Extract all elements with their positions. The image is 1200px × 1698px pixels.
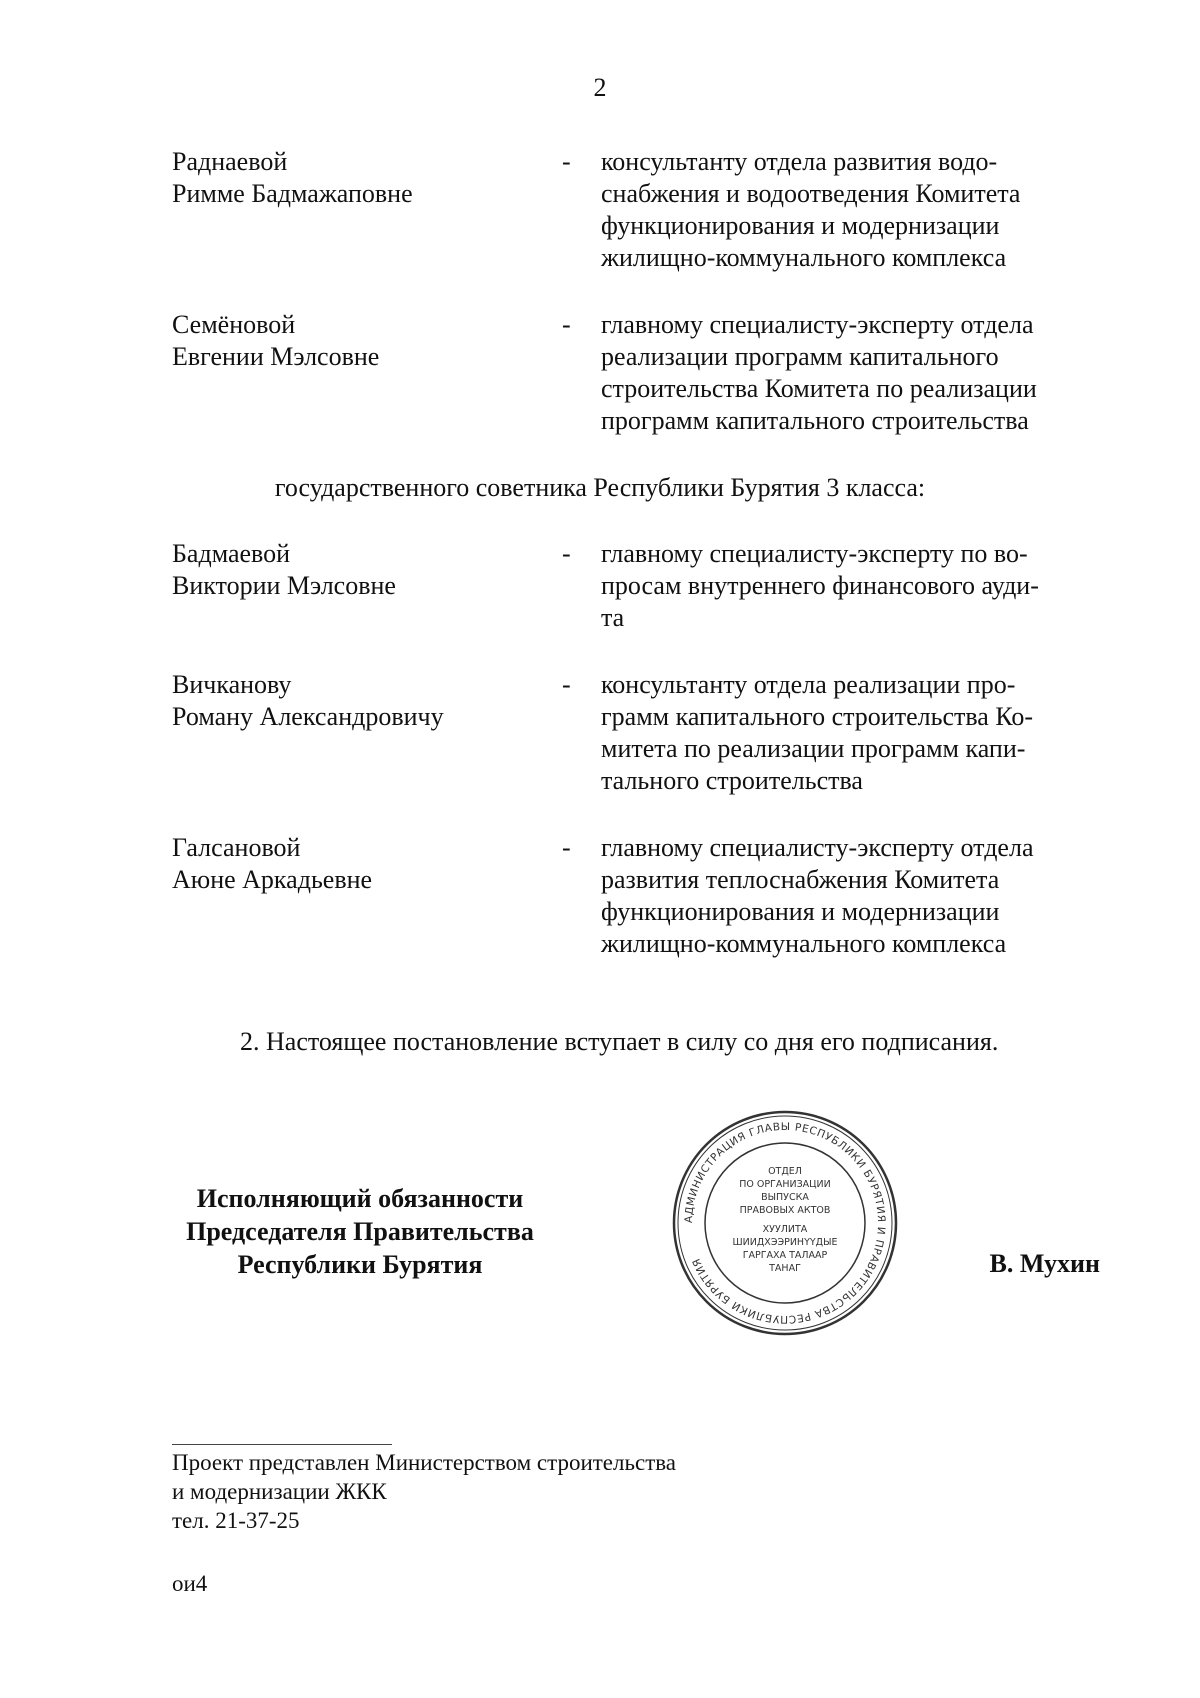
svg-text:ХУУЛИТА: ХУУЛИТА — [762, 1224, 808, 1235]
svg-text:ОТДЕЛ: ОТДЕЛ — [768, 1166, 802, 1177]
position-description: консультанту отдела реализации про- грамм капитального строительства Ко- митета по реализации программ капи- тального строительства — [601, 670, 1034, 795]
svg-text:ВЫПУСКА: ВЫПУСКА — [761, 1192, 809, 1203]
position-description: главному специалисту-эксперту отдела реализации программ капитального строительства Комитета по реализации программ капитального строительства — [601, 310, 1037, 435]
position-description: главному специалисту-эксперту отдела развития теплоснабжения Комитета функционирования и модернизации жилищно-коммунального комплекса — [601, 833, 1034, 958]
dash: - — [562, 147, 571, 176]
position-description: главному специалисту-эксперту по во- просам внутреннего финансового ауди- та — [601, 539, 1039, 632]
seal-outer-ring-thin — [678, 1116, 892, 1330]
seal-outer-ring — [674, 1112, 896, 1334]
position-description: консультанту отдела развития водо- снабжения и водоотведения Комитета функционирования и модернизации жилищно-коммунального комплекса — [601, 147, 1021, 272]
svg-text:ПО ОРГАНИЗАЦИИ: ПО ОРГАНИЗАЦИИ — [739, 1179, 831, 1190]
official-seal — [670, 1108, 900, 1338]
seal-outer-text: АДМИНИСТРАЦИЯ ГЛАВЫ РЕСПУБЛИКИ БУРЯТИЯ И ПРАВИТЕЛЬСТВА РЕСПУБЛИКИ БУРЯТИЯ — [682, 1120, 888, 1326]
person-name: Галсановой Аюне Аркадьевне — [172, 833, 373, 894]
svg-text:ГАРГАХА ТАЛААР: ГАРГАХА ТАЛААР — [742, 1250, 828, 1261]
clause-2: 2. Настоящее постановление вступает в силу со дня его подписания. — [240, 1027, 999, 1056]
dash: - — [562, 310, 571, 339]
person-name: Раднаевой Римме Бадмажаповне — [172, 147, 413, 208]
svg-text:ШИИДХЭЭРИНҮҮДЫЕ: ШИИДХЭЭРИНҮҮДЫЕ — [732, 1237, 838, 1248]
dash: - — [562, 539, 571, 568]
dash: - — [562, 833, 571, 862]
svg-text:ПРАВОВЫХ АКТОВ: ПРАВОВЫХ АКТОВ — [739, 1205, 831, 1216]
person-name: Бадмаевой Виктории Мэлсовне — [172, 539, 396, 600]
seal-inner-text — [733, 1166, 838, 1274]
footnote: Проект представлен Министерством строительства и модернизации ЖКК тел. 21-37-25 — [172, 1450, 677, 1533]
signer-name: В. Мухин — [989, 1249, 1100, 1278]
person-name: Вичканову Роману Александровичу — [172, 670, 444, 731]
signatory-title: Исполняющий обязанности Председателя Правительства Республики Бурятия — [186, 1184, 534, 1279]
footnote-divider — [172, 1444, 392, 1445]
class-heading: государственного советника Республики Бурятия 3 класса: — [274, 473, 926, 502]
person-name: Семёновой Евгении Мэлсовне — [172, 310, 380, 371]
document-code: ои4 — [172, 1571, 208, 1596]
dash: - — [562, 670, 571, 699]
page-number: 2 — [593, 73, 607, 102]
svg-text:ТАНАГ: ТАНАГ — [769, 1263, 801, 1274]
